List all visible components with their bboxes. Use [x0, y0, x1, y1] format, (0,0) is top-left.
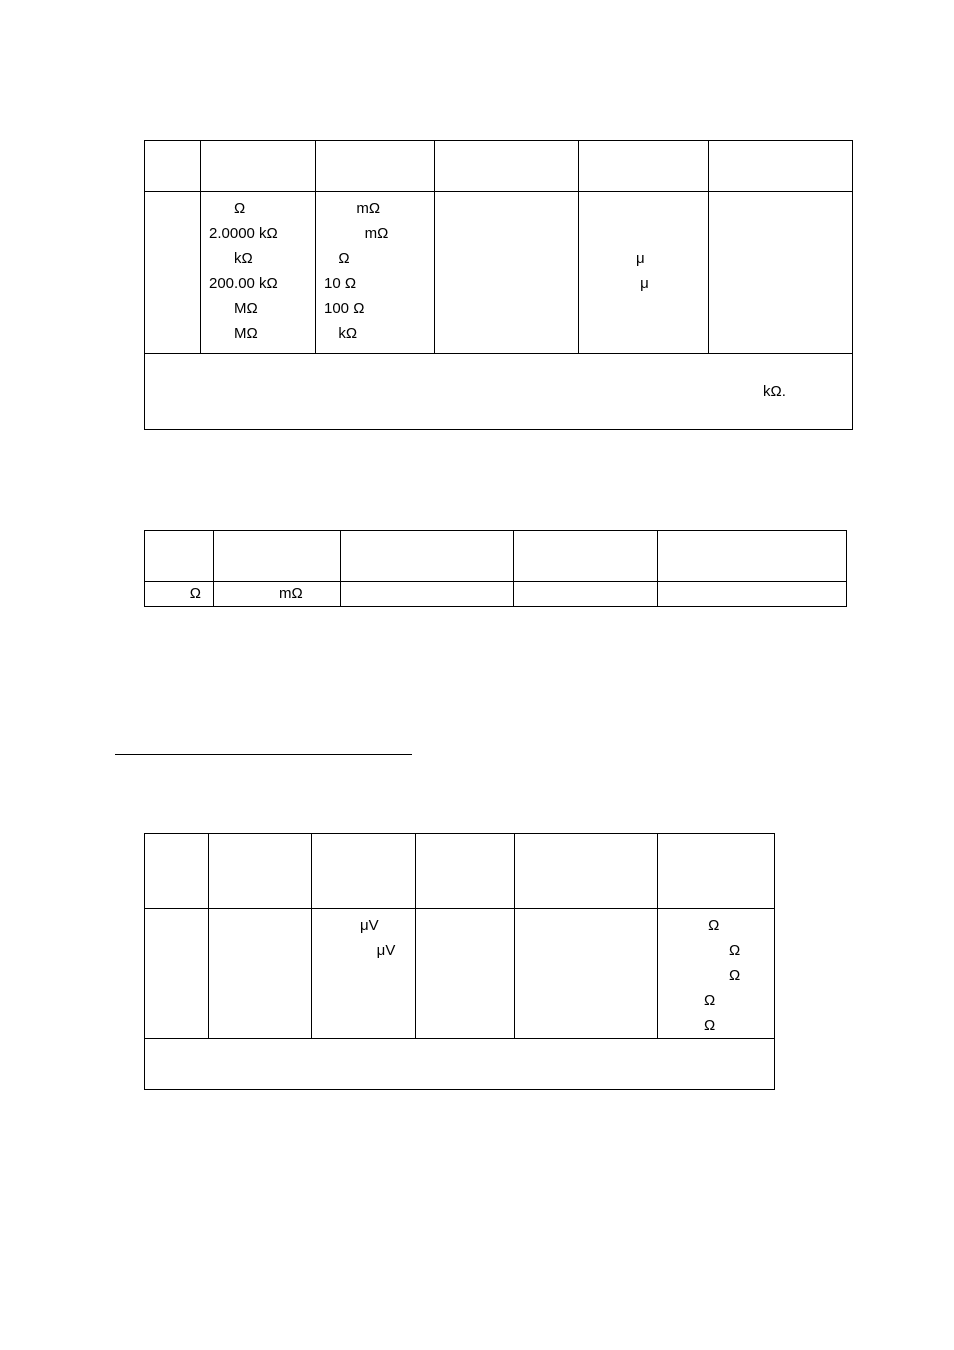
resolution-cell: mΩ — [214, 582, 341, 607]
table-cell — [145, 192, 201, 354]
current-cell — [579, 192, 709, 354]
resistance-spec-table-2 — [144, 530, 847, 607]
table-cell — [658, 531, 847, 582]
table-cell — [214, 531, 341, 582]
table-cell — [416, 834, 515, 909]
range-value: 200.00 kΩ — [209, 275, 278, 292]
table-cell — [435, 141, 579, 192]
table-cell — [658, 582, 847, 607]
current-value: μ — [636, 250, 645, 267]
table-row — [145, 909, 775, 1039]
range-value: Ω — [209, 200, 246, 217]
table-cell — [316, 141, 435, 192]
table-header-row — [145, 531, 847, 582]
current-value — [636, 196, 708, 221]
table-cell — [341, 582, 514, 607]
table-cell — [658, 834, 775, 909]
range-cell — [201, 192, 316, 354]
table-cell — [209, 834, 312, 909]
impedance-value: Ω — [704, 1017, 716, 1034]
impedance-value: Ω — [704, 942, 741, 959]
current-value — [636, 221, 708, 246]
table-cell — [514, 582, 658, 607]
range-value: 2.0000 kΩ — [209, 225, 278, 242]
resolution-value: kΩ — [330, 325, 358, 342]
table-note-row — [145, 1039, 775, 1090]
range-value: MΩ — [209, 325, 258, 342]
note-cell — [145, 1039, 775, 1090]
table-cell — [201, 141, 316, 192]
resolution-value: Ω — [330, 250, 350, 267]
table-note-row — [145, 354, 853, 430]
table-header-row — [145, 834, 775, 909]
table-cell — [709, 192, 853, 354]
range-value: μV — [360, 917, 379, 934]
voltage-spec-table — [144, 833, 775, 1090]
table-cell — [312, 834, 416, 909]
table-cell — [145, 834, 209, 909]
range-value: μV — [360, 942, 396, 959]
table-cell — [145, 531, 214, 582]
table-cell — [145, 141, 201, 192]
resolution-value: 100 Ω — [324, 300, 365, 317]
range-value: MΩ — [209, 300, 258, 317]
note-text: kΩ. — [763, 383, 786, 400]
note-cell — [145, 354, 853, 430]
range-cell — [312, 909, 416, 1039]
resistance-spec-table — [144, 140, 853, 430]
resolution-value: 10 Ω — [324, 275, 357, 292]
table-cell — [515, 834, 658, 909]
table-cell — [515, 909, 658, 1039]
table-cell — [709, 141, 853, 192]
resolution-value: mΩ — [348, 225, 389, 242]
table-row — [145, 192, 853, 354]
table-cell — [341, 531, 514, 582]
impedance-cell — [658, 909, 775, 1039]
impedance-value: Ω — [704, 917, 720, 934]
resolution-cell — [316, 192, 435, 354]
table-row — [145, 582, 847, 607]
table-cell — [209, 909, 312, 1039]
table-cell — [145, 909, 209, 1039]
current-value: μ — [636, 275, 649, 292]
impedance-value: Ω — [704, 967, 741, 984]
range-cell: Ω — [145, 582, 214, 607]
section-heading-underline — [115, 754, 412, 755]
table-cell — [416, 909, 515, 1039]
range-value: kΩ — [209, 250, 253, 267]
table-cell — [579, 141, 709, 192]
resolution-value: mΩ — [348, 200, 381, 217]
table-cell — [435, 192, 579, 354]
table-header-row — [145, 141, 853, 192]
impedance-value: Ω — [704, 992, 716, 1009]
table-cell — [514, 531, 658, 582]
